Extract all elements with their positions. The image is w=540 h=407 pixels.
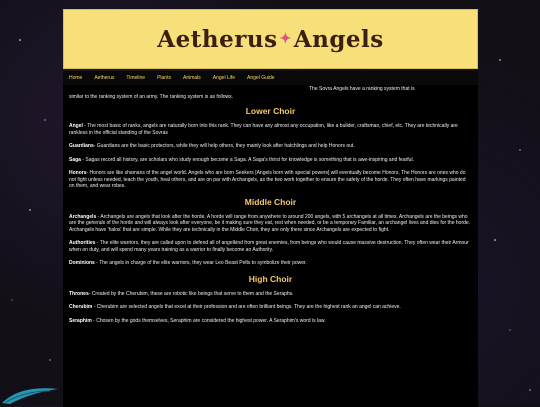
rank-term: Angel bbox=[69, 123, 83, 129]
rank-entry bbox=[69, 304, 472, 311]
nav-plants[interactable]: Plants bbox=[157, 75, 171, 81]
section-title-middle-choir: Middle Choir bbox=[244, 196, 297, 207]
rank-term: Guardians bbox=[69, 143, 94, 149]
site-logo[interactable] bbox=[157, 26, 383, 53]
rank-term: Dominions bbox=[69, 260, 95, 266]
feather-decoration-icon bbox=[0, 383, 60, 405]
main-nav bbox=[63, 71, 478, 85]
rank-entry bbox=[69, 318, 472, 325]
nav-angel-life[interactable]: Angel Life bbox=[212, 75, 236, 81]
nav-animals[interactable]: Animals bbox=[182, 75, 201, 81]
rank-entry bbox=[69, 143, 472, 150]
nav-timeline[interactable]: Timeline bbox=[126, 75, 146, 81]
rank-entry bbox=[69, 123, 472, 136]
main-content bbox=[63, 85, 478, 407]
rank-term: Seraphim bbox=[69, 317, 92, 324]
nav-home[interactable]: Home bbox=[69, 75, 83, 81]
rank-entry bbox=[69, 240, 472, 253]
rank-entry bbox=[69, 291, 472, 298]
rank-description: - Cherubim are selected angels that excel at their profession and are often brilliant beings. They are the highest rank an angel can achieve. bbox=[92, 304, 401, 310]
rank-term: Authorities bbox=[69, 240, 96, 246]
rank-entry bbox=[69, 157, 472, 164]
section-title-high-choir: High Choir bbox=[248, 273, 293, 284]
rank-term: Honors bbox=[69, 170, 87, 176]
intro-line-1: The Sovra Angels have a ranking system that is bbox=[309, 86, 415, 92]
rank-description: - Honors are like shamans of the angel world. Angels who are born Seekers [Angels born with special powers] will eventually become Honors. The Honors are ones who do not fight unless needed, teach the youth, heal others, and are on par with Archangels, as the two work together to ensure the safety of the horde. They often have markings painted on them, and wear robes. bbox=[69, 170, 466, 189]
rank-term: Saga bbox=[69, 156, 81, 163]
rank-description: - Created by the Cherubim, these are robotic like beings that serve to them and the Seraphs. bbox=[88, 290, 294, 297]
rank-description: - The elite warriors, they are called upon to defend all of angelkind from great enemies, from beings who would cause massive destruction. They often wear their Armour when on duty, and will spend many years training as a warrior to finally become an Authority. bbox=[69, 240, 469, 253]
rank-entry bbox=[69, 170, 472, 190]
rank-entry bbox=[69, 214, 472, 234]
rank-description: - Chosen by the gods themselves, Seraphim are considered the highest power. A Seraphim's word is law. bbox=[91, 317, 326, 324]
rank-description: - Guardians are the basic protectors, while they will help others, they mainly look after hatchlings and help Honors out. bbox=[93, 143, 355, 149]
rank-entry bbox=[69, 260, 472, 267]
rank-description: - Sagas record all history, are scholars who study enough become a Saga. A Saga's thirst for knowledge is something that is awe-inspiring and fearful. bbox=[80, 156, 414, 163]
nav-aetherus[interactable]: Aetherus bbox=[94, 75, 115, 81]
page-container bbox=[63, 9, 478, 405]
intro-text bbox=[69, 85, 472, 101]
nav-angel-guide[interactable]: Angel Guide bbox=[247, 75, 275, 81]
rank-term: Cherubim bbox=[69, 304, 93, 310]
rank-term: Thrones bbox=[69, 290, 89, 297]
intro-line-2: similar to the ranking system of an army. The ranking system is as follows. bbox=[69, 94, 234, 100]
logo-text-2: Angels bbox=[293, 25, 384, 53]
logo-text-1: Aetherus bbox=[157, 25, 278, 53]
rank-description: - The most basic of ranks, angels are naturally born into this rank. They can have any almost any occupation, like a builder, craftsman, chief, etc. They are technically are rankless in the official standing of the Sovras bbox=[69, 123, 458, 136]
rank-description: - Archangels are angels that look after the horde. A horde will range from anywhere to around 200 angels, with 5 archangels at all times. Archangels are the beings who are the generals of the horde and will always look after everyone, be it making sure they eat, rest when needed, or be a temporary Familiar, an archangel lives and dies for the horde. Archangels have 'halos' that are simple. While they are technically in the Middle Choir, they are only there since Archangels are expected to fight. bbox=[69, 213, 471, 233]
rank-term: Archangels bbox=[69, 213, 97, 220]
logo-ornament-icon: ✦ bbox=[279, 31, 292, 47]
section-title-lower-choir: Lower Choir bbox=[245, 106, 296, 116]
site-banner bbox=[63, 9, 478, 69]
rank-description: - The angels in charge of the elite warriors, they wear Leo Beast Pelts to symbolize their power. bbox=[94, 260, 307, 266]
